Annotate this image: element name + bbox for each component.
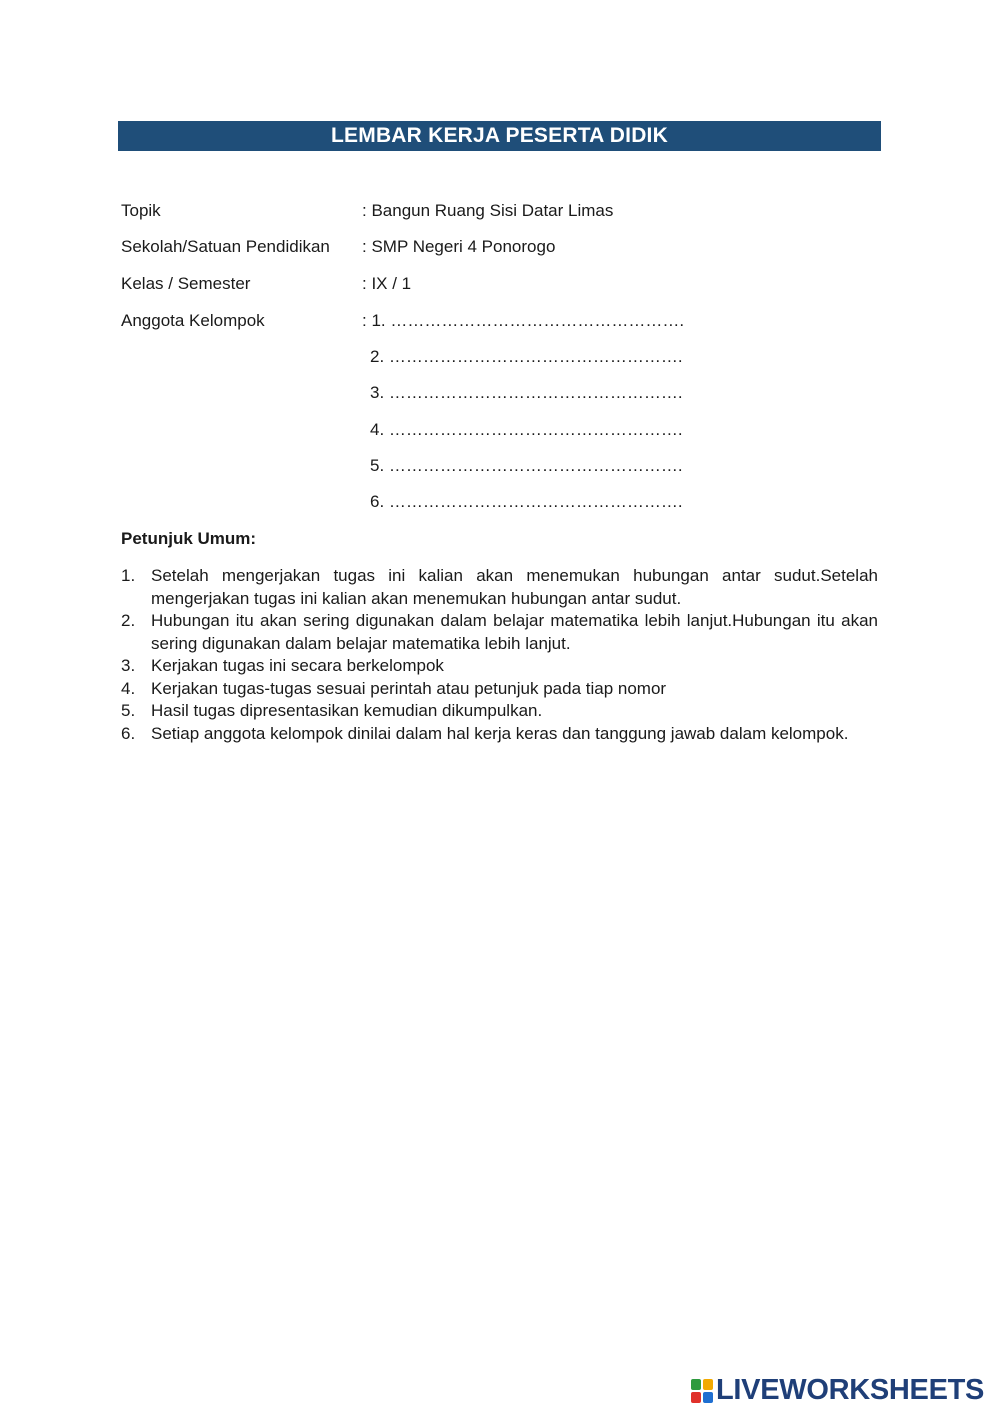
instruction-text: Setiap anggota kelompok dinilai dalam hal kerja keras dan tanggung jawab dalam kelompok.: [151, 723, 849, 743]
member-field-6[interactable]: 6. …………………………………………….: [370, 492, 683, 511]
member-field-2[interactable]: 2. …………………………………………….: [370, 347, 683, 366]
instruction-text: Hasil tugas dipresentasikan kemudian dikumpulkan.: [151, 701, 543, 720]
instruction-item: [121, 700, 878, 723]
info-value: : IX / 1: [362, 274, 412, 293]
member-field-1[interactable]: : 1. …………………………………………….: [362, 311, 685, 330]
instruction-item: [121, 565, 878, 610]
info-label: Kelas / Semester: [121, 274, 251, 293]
instruction-number: 3.: [121, 656, 136, 675]
instruction-number: 2.: [121, 611, 136, 630]
logo-text: LIVEWORKSHEETS: [716, 1374, 985, 1406]
info-value: : SMP Negeri 4 Ponorogo: [362, 237, 556, 256]
instruction-number: 6.: [121, 723, 136, 743]
info-label: Sekolah/Satuan Pendidikan: [121, 237, 330, 256]
logo-block: [703, 1379, 713, 1390]
liveworksheets-logo[interactable]: [691, 1374, 984, 1407]
info-label: Anggota Kelompok: [121, 311, 265, 330]
instruction-item: [121, 678, 878, 701]
instruction-text: Kerjakan tugas-tugas sesuai perintah atau petunjuk pada tiap nomor: [151, 678, 667, 698]
logo-blocks-icon: [691, 1379, 713, 1403]
instruction-number: 1.: [121, 566, 136, 585]
member-field-4[interactable]: 4. …………………………………………….: [370, 420, 683, 439]
instruction-text: Setelah mengerjakan tugas ini kalian akan menemukan hubungan antar sudut.Setelah mengerjakan tugas ini kalian akan menemukan hubungan antar sudut.: [151, 566, 878, 608]
info-label: Topik: [121, 201, 161, 220]
page-title: LEMBAR KERJA PESERTA DIDIK: [331, 124, 668, 147]
instructions-heading: Petunjuk Umum:: [121, 529, 257, 548]
instruction-number: 5.: [121, 701, 136, 720]
info-value: : Bangun Ruang Sisi Datar Limas: [362, 201, 614, 220]
instructions-list: [121, 565, 878, 745]
instruction-item: [121, 655, 878, 678]
instruction-text: Hubungan itu akan sering digunakan dalam belajar matematika lebih lanjut.Hubungan itu akan sering digunakan dalam belajar matematika lebih lanjut.: [151, 611, 878, 653]
member-field-3[interactable]: 3. …………………………………………….: [370, 383, 683, 402]
member-field-5[interactable]: 5. …………………………………………….: [370, 456, 683, 475]
instruction-item: [121, 610, 878, 655]
logo-block: [703, 1392, 713, 1403]
instruction-number: 4.: [121, 678, 136, 698]
logo-block: [691, 1379, 701, 1390]
instruction-text: Kerjakan tugas ini secara berkelompok: [151, 656, 444, 675]
instruction-item: [121, 723, 878, 746]
title-banner: [118, 121, 881, 151]
logo-block: [691, 1392, 701, 1403]
